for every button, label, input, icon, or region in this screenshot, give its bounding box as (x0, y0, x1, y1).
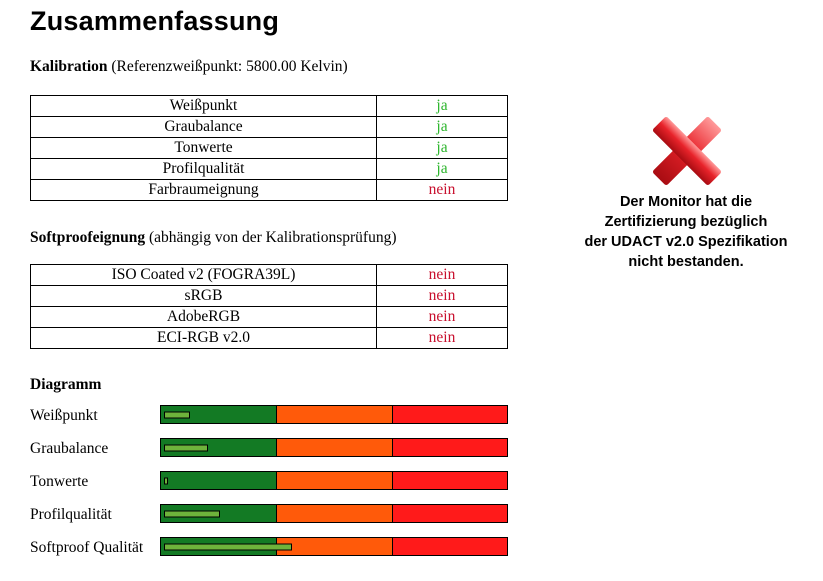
calibration-row (31, 180, 508, 201)
softproof-row-label: ECI-RGB v2.0 (31, 328, 377, 349)
calibration-subtitle: (Referenzweißpunkt: 5800.00 Kelvin) (111, 58, 348, 75)
status-line: der UDACT v2.0 Spezifikation (584, 234, 788, 250)
calibration-row-result: ja (377, 117, 508, 138)
softproof-row-label: ISO Coated v2 (FOGRA39L) (31, 265, 377, 286)
calibration-row-result: ja (377, 159, 508, 180)
bar-zone-orange (277, 505, 393, 522)
softproof-table (30, 264, 508, 349)
red-x-icon (644, 109, 730, 193)
diagram-heading (30, 376, 101, 394)
bar-level-marker (164, 411, 190, 418)
softproof-row-label: sRGB (31, 286, 377, 307)
status-line: nicht bestanden. (628, 254, 744, 270)
calibration-row (31, 117, 508, 138)
softproof-row-label: AdobeRGB (31, 307, 377, 328)
bar-level-marker (164, 477, 168, 484)
bar-level-marker (164, 444, 208, 451)
calibration-row-result: nein (377, 180, 508, 201)
calibration-row-label: Weißpunkt (31, 96, 377, 117)
softproof-heading (30, 229, 397, 247)
softproof-row (31, 265, 508, 286)
diagram-bar (160, 504, 508, 523)
calibration-table (30, 95, 508, 201)
calibration-row-result: ja (377, 96, 508, 117)
bar-zone-orange (277, 472, 393, 489)
diagram-bar (160, 471, 508, 490)
softproof-row (31, 307, 508, 328)
calibration-title: Kalibration (30, 58, 108, 75)
status-line: Zertifizierung bezüglich (604, 214, 768, 230)
diagram-bar (160, 537, 508, 556)
calibration-row-label: Profilqualität (31, 159, 377, 180)
softproof-row-result: nein (377, 286, 508, 307)
bar-zone-red (393, 538, 507, 555)
diagram-row-label: Tonwerte (30, 473, 89, 490)
bar-level-marker (164, 510, 220, 517)
certification-status-text (560, 192, 812, 272)
bar-zone-red (393, 406, 507, 423)
status-line: Der Monitor hat die (619, 194, 753, 210)
bar-zone-red (393, 505, 507, 522)
softproof-row (31, 328, 508, 349)
diagram-row-label: Softproof Qualität (30, 539, 144, 556)
softproof-row-result: nein (377, 328, 508, 349)
softproof-row-result: nein (377, 307, 508, 328)
calibration-row-result: ja (377, 138, 508, 159)
diagram-bar (160, 405, 508, 424)
bar-zone-orange (277, 538, 393, 555)
calibration-heading (30, 58, 348, 76)
bar-zone-orange (277, 439, 393, 456)
softproof-row-result: nein (377, 265, 508, 286)
softproof-row (31, 286, 508, 307)
calibration-row-label: Tonwerte (31, 138, 377, 159)
bar-zone-red (393, 472, 507, 489)
calibration-row (31, 159, 508, 180)
diagram-row-label: Graubalance (30, 440, 109, 457)
bar-level-marker (164, 543, 292, 550)
bar-zone-orange (277, 406, 393, 423)
diagram-row-label: Weißpunkt (30, 407, 98, 424)
diagram-row-label: Profilqualität (30, 506, 112, 523)
softproof-subtitle: (abhängig von der Kalibrationsprüfung) (149, 229, 397, 246)
bar-zone-green (161, 472, 277, 489)
diagram-title: Diagramm (30, 376, 102, 393)
calibration-row (31, 96, 508, 117)
calibration-row (31, 138, 508, 159)
bar-zone-red (393, 439, 507, 456)
page-title: Zusammenfassung (30, 6, 280, 36)
calibration-row-label: Farbraumeignung (31, 180, 377, 201)
softproof-title: Softproofeignung (30, 229, 146, 246)
calibration-row-label: Graubalance (31, 117, 377, 138)
diagram-bar (160, 438, 508, 457)
